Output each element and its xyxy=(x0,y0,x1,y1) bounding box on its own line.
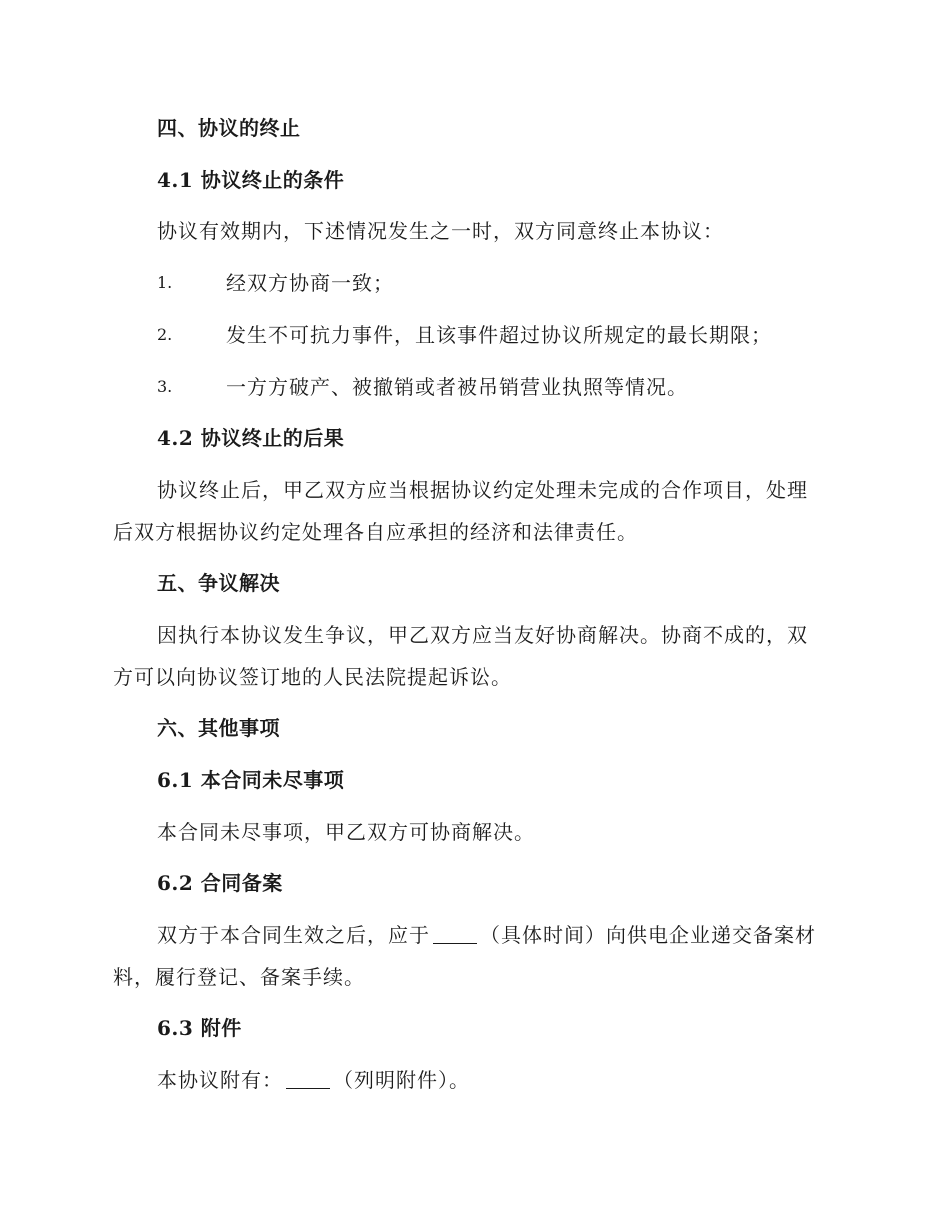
fill-in-blank[interactable] xyxy=(433,925,477,944)
paragraph-line: 因执行本协议发生争议，甲乙双方应当友好协商解决。协商不成的，双 xyxy=(157,623,808,647)
paragraph-line: 后双方根据协议约定处理各自应承担的经济和法律责任。 xyxy=(113,520,638,544)
section-4-1-intro: 协议有效期内，下述情况发生之一时，双方同意终止本协议： xyxy=(157,219,724,243)
section-5-title: 五、争议解决 xyxy=(157,571,280,595)
section-6-1-title: 6.1 本合同未尽事项 xyxy=(157,768,345,792)
paragraph-line xyxy=(157,923,816,947)
list-item: 发生不可抗力事件，且该事件超过协议所规定的最长期限； xyxy=(226,323,772,347)
paragraph-text: 双方于本合同生效之后，应于 xyxy=(157,923,430,947)
paragraph-text: 本协议附有： xyxy=(157,1068,283,1092)
section-4-2-title: 4.2 协议终止的后果 xyxy=(157,426,345,450)
paragraph-line: 料，履行登记、备案手续。 xyxy=(113,965,365,989)
section-6-3-title: 6.3 附件 xyxy=(157,1016,242,1040)
fill-in-blank[interactable] xyxy=(286,1070,330,1089)
section-6-2-title: 6.2 合同备案 xyxy=(157,871,283,895)
paragraph-text: （具体时间）向供电企业递交备案材 xyxy=(480,923,816,947)
section-6-title: 六、其他事项 xyxy=(157,716,280,740)
list-item-number: 2. xyxy=(157,325,173,344)
section-4-1-title: 4.1 协议终止的条件 xyxy=(157,168,345,192)
list-item: 经双方协商一致； xyxy=(226,271,394,295)
paragraph-line: 协议终止后，甲乙双方应当根据协议约定处理未完成的合作项目，处理 xyxy=(157,478,808,502)
paragraph-line xyxy=(157,1068,470,1092)
paragraph-line: 方可以向协议签订地的人民法院提起诉讼。 xyxy=(113,665,512,689)
list-item-number: 1. xyxy=(157,273,173,292)
list-item-number: 3. xyxy=(157,377,173,396)
section-4-title: 四、协议的终止 xyxy=(157,116,301,140)
paragraph-text: （列明附件）。 xyxy=(333,1068,470,1092)
list-item: 一方方破产、被撤销或者被吊销营业执照等情况。 xyxy=(226,375,688,399)
paragraph-line: 本合同未尽事项，甲乙双方可协商解决。 xyxy=(157,820,535,844)
